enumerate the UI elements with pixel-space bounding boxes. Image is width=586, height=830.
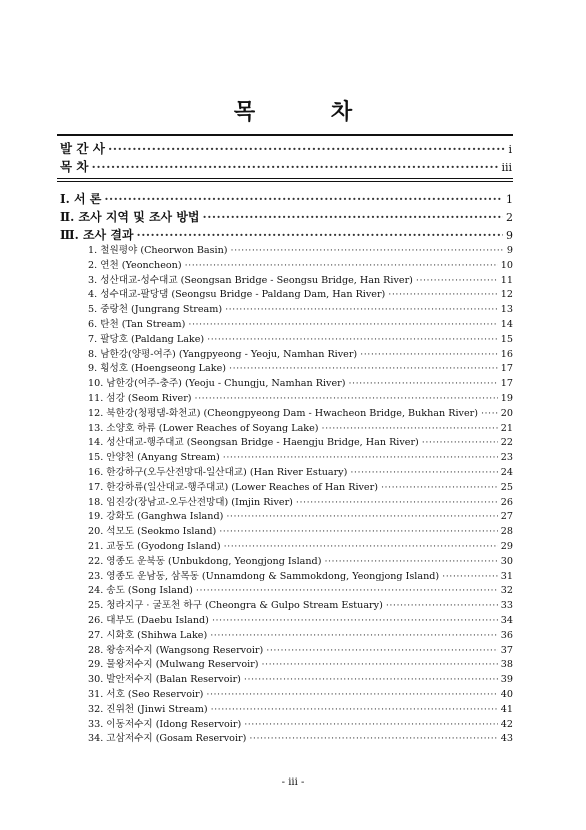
toc-entry-label: 30. 발안저수지 (Balan Reservoir) — [88, 674, 241, 686]
toc-entry — [88, 360, 513, 374]
toc-entry-label: 33. 이동저수지 (Idong Reservoir) — [88, 718, 242, 730]
toc-entry-page: 25 — [500, 481, 513, 493]
toc-entry — [88, 316, 513, 330]
dot-leader — [196, 585, 498, 596]
toc-entry — [88, 642, 513, 656]
toc-entry-label: 11. 섬강 (Seom River) — [88, 393, 192, 404]
dot-leader — [224, 541, 498, 552]
toc-entry-page: iii — [501, 161, 512, 174]
dot-leader — [442, 571, 498, 582]
toc-entry-page: 28 — [500, 526, 513, 538]
toc-entry — [88, 538, 513, 552]
dot-leader — [244, 719, 498, 730]
dot-leader — [388, 289, 497, 300]
toc-entry-label: 16. 한강하구(오두산전망대-일산대교) (Han River Estuary) — [88, 467, 348, 478]
toc-entry — [88, 301, 513, 315]
dot-leader — [481, 408, 498, 419]
dot-leader — [350, 467, 497, 478]
toc-entry-label: 10. 남한강(여주-충주) (Yeoju - Chungju, Namhan River) — [88, 378, 346, 390]
toc-entry-label: Ⅰ. 서 론 — [60, 192, 102, 206]
toc-entry-page: 17 — [500, 363, 513, 375]
toc-entry-label: 21. 교동도 (Gyodong Island) — [88, 541, 221, 552]
dot-leader — [104, 192, 503, 206]
toc-entry-label: 31. 서호 (Seo Reservoir) — [88, 689, 204, 700]
dot-leader — [137, 228, 503, 242]
toc-entry-page: 30 — [500, 555, 513, 567]
dot-leader — [203, 210, 503, 224]
toc-entry — [88, 242, 513, 256]
toc-entry-label: 14. 성산대교-행주대교 (Seongsan Bridge - Haengju Bridge, Han River) — [88, 437, 419, 449]
dot-leader — [322, 423, 498, 434]
toc-entry-label: 22. 영종도 운북동 (Unbukdong, Yeongjong Island) — [88, 555, 322, 567]
toc-entry-label: 24. 송도 (Song Island) — [88, 585, 193, 597]
page-title: 목 차 — [233, 99, 387, 125]
toc-entry-label: 18. 임진강(장남교-오두산전망대) (Imjin River) — [88, 496, 293, 508]
toc-entry-page: 11 — [500, 274, 513, 286]
toc-entry-label: 1. 철원평야 (Cheorwon Basin) — [88, 245, 228, 256]
toc-entry — [88, 272, 513, 286]
toc-entry-label: 3. 성산대교-성수대교 (Seongsan Bridge - Seongsu Bridge, Han River) — [88, 274, 413, 286]
dot-leader — [195, 393, 498, 404]
toc-entry — [88, 582, 513, 596]
toc-entry — [88, 568, 513, 582]
toc-entry — [88, 716, 513, 730]
toc-entry-page: 33 — [500, 600, 513, 612]
toc-entry-label: Ⅱ. 조사 지역 및 조사 방법 — [60, 210, 200, 224]
dot-leader — [211, 704, 498, 715]
dot-leader — [223, 452, 498, 463]
toc-entry-label: 27. 시화호 (Shihwa Lake) — [88, 629, 208, 641]
top-rule — [57, 134, 513, 136]
toc-entry — [88, 331, 513, 345]
toc-entry-page: 19 — [500, 393, 513, 404]
toc-entry-page: 15 — [500, 333, 513, 345]
toc-entry-page: 22 — [500, 437, 513, 449]
toc-entry — [88, 434, 513, 448]
toc-entry-page: 41 — [500, 703, 513, 715]
toc-entry-page: 43 — [500, 733, 513, 745]
dot-leader — [210, 630, 498, 641]
toc-entry-page: 21 — [500, 422, 513, 434]
toc-entry-label: 19. 강화도 (Ganghwa Island) — [88, 511, 224, 523]
toc-entry-page: 40 — [500, 689, 513, 700]
dot-leader — [108, 141, 506, 156]
toc-entry — [88, 257, 513, 271]
toc-entry-page: 29 — [500, 541, 513, 552]
dot-leader — [416, 275, 498, 286]
toc-entry-page: 26 — [500, 496, 513, 508]
dot-leader — [360, 349, 498, 360]
toc-entry — [60, 226, 513, 243]
toc-entry — [88, 494, 513, 508]
toc-entry — [88, 686, 513, 700]
divider-rule — [57, 178, 513, 179]
toc-entry — [88, 405, 513, 419]
toc-entry-label: 12. 북한강(청평댐-화천교) (Cheongpyeong Dam - Hwacheon Bridge, Bukhan River) — [88, 407, 478, 419]
toc-entry-label: 26. 대부도 (Daebu Island) — [88, 615, 209, 626]
toc-entry-label: 6. 탄천 (Tan Stream) — [88, 319, 186, 330]
toc-entry-label: 13. 소양호 하류 (Lower Reaches of Soyang Lake) — [88, 422, 319, 434]
dot-leader — [348, 378, 497, 389]
toc-entry — [88, 390, 513, 404]
toc-entry-page: 9 — [506, 229, 513, 242]
toc-entry — [88, 449, 513, 463]
dot-leader — [226, 511, 497, 522]
dot-leader — [185, 260, 498, 271]
toc-entry-label: Ⅲ. 조사 결과 — [60, 228, 134, 242]
toc-entry — [88, 508, 513, 522]
toc-entry-page: 36 — [500, 629, 513, 641]
toc-entry — [88, 553, 513, 567]
dot-leader — [244, 674, 498, 685]
dot-leader — [229, 363, 498, 374]
dot-leader — [207, 334, 498, 345]
toc-entry-page: i — [508, 143, 512, 156]
toc-entry-page: 14 — [500, 319, 513, 330]
dot-leader — [422, 437, 498, 448]
toc-entry — [88, 671, 513, 685]
toc-entry — [88, 612, 513, 626]
toc-entry — [60, 139, 512, 157]
toc-entry — [88, 479, 513, 493]
divider-rule-2 — [57, 181, 513, 182]
toc-entry-page: 10 — [500, 259, 513, 271]
toc-entry-page: 17 — [500, 378, 513, 390]
page-number-footer: - iii - — [281, 777, 305, 788]
toc-entry-page: 34 — [500, 615, 513, 626]
toc-entry-page: 38 — [500, 659, 513, 671]
toc-entry-label: 목 차 — [60, 159, 89, 174]
toc-entry-label: 32. 진위천 (Jinwi Stream) — [88, 703, 208, 715]
dot-leader — [386, 600, 498, 611]
toc-entry — [88, 730, 513, 744]
toc-entry-label: 5. 중랑천 (Jungrang Stream) — [88, 304, 223, 316]
toc-entry — [88, 375, 513, 389]
toc-entry-page: 20 — [500, 407, 513, 419]
toc-entry-label: 4. 성수대교-팔당댐 (Seongsu Bridge - Paldang Dam, Han River) — [88, 289, 386, 301]
toc-entry-page: 32 — [500, 585, 513, 597]
toc-entry-label: 23. 영종도 운남동, 삼목동 (Unnamdong & Sammokdong, Yeongjong Island) — [88, 570, 440, 582]
toc-entry — [88, 597, 513, 611]
dot-leader — [212, 615, 498, 626]
toc-entry — [88, 286, 513, 300]
toc-entry-page: 13 — [500, 304, 513, 316]
dot-leader — [92, 159, 499, 174]
toc-entry-label: 8. 남한강(양평-여주) (Yangpyeong - Yeoju, Namhan River) — [88, 348, 358, 360]
dot-leader — [381, 482, 498, 493]
toc-entry-label: 9. 횡성호 (Hoengseong Lake) — [88, 363, 227, 375]
dot-leader — [296, 497, 498, 508]
toc-entry-page: 23 — [500, 452, 513, 464]
toc-entry-label: 29. 물왕저수지 (Mulwang Reservoir) — [88, 659, 259, 671]
dot-leader — [266, 645, 498, 656]
toc-entry-page: 12 — [500, 289, 513, 301]
toc-entry-page: 16 — [500, 348, 513, 360]
toc-entry-page: 24 — [500, 467, 513, 478]
dot-leader — [324, 556, 497, 567]
toc-entry-page: 39 — [500, 674, 513, 686]
dot-leader — [225, 304, 498, 315]
toc-entry — [60, 208, 513, 225]
toc-entry — [88, 464, 513, 478]
dot-leader — [188, 319, 497, 330]
toc-entry-label: 7. 팔당호 (Paldang Lake) — [88, 333, 205, 345]
toc-entry — [60, 190, 513, 207]
toc-entry-label: 17. 한강하류(일산대교-행주대교) (Lower Reaches of Han River) — [88, 481, 378, 493]
toc-entry — [88, 656, 513, 670]
toc-entry-label: 25. 청라지구 · 굴포천 하구 (Cheongra & Gulpo Stream Estuary) — [88, 600, 383, 612]
toc-entry-page: 31 — [500, 570, 513, 582]
toc-entry-page: 27 — [500, 511, 513, 523]
toc-entry-page: 1 — [506, 193, 513, 206]
dot-leader — [262, 659, 498, 670]
dot-leader — [249, 733, 497, 744]
dot-leader — [219, 526, 498, 537]
toc-entry-label: 15. 안양천 (Anyang Stream) — [88, 452, 220, 464]
toc-entry — [88, 420, 513, 434]
toc-entry — [88, 627, 513, 641]
toc-entry-label: 2. 연천 (Yeoncheon) — [88, 259, 182, 271]
dot-leader — [231, 245, 504, 256]
toc-entry — [88, 701, 513, 715]
toc-entry-page: 9 — [506, 245, 513, 256]
toc-entry-page: 2 — [506, 211, 513, 224]
toc-entry-page: 37 — [500, 644, 513, 656]
toc-entry-label: 발 간 사 — [60, 141, 105, 156]
toc-entry-page: 42 — [500, 718, 513, 730]
toc-entry — [88, 523, 513, 537]
toc-entry-label: 28. 왕송저수지 (Wangsong Reservoir) — [88, 644, 264, 656]
toc-entry-label: 20. 석모도 (Seokmo Island) — [88, 526, 217, 538]
toc-entry — [88, 346, 513, 360]
toc-entry — [60, 157, 512, 175]
toc-entry-label: 34. 고삼저수지 (Gosam Reservoir) — [88, 733, 247, 745]
dot-leader — [206, 689, 497, 700]
